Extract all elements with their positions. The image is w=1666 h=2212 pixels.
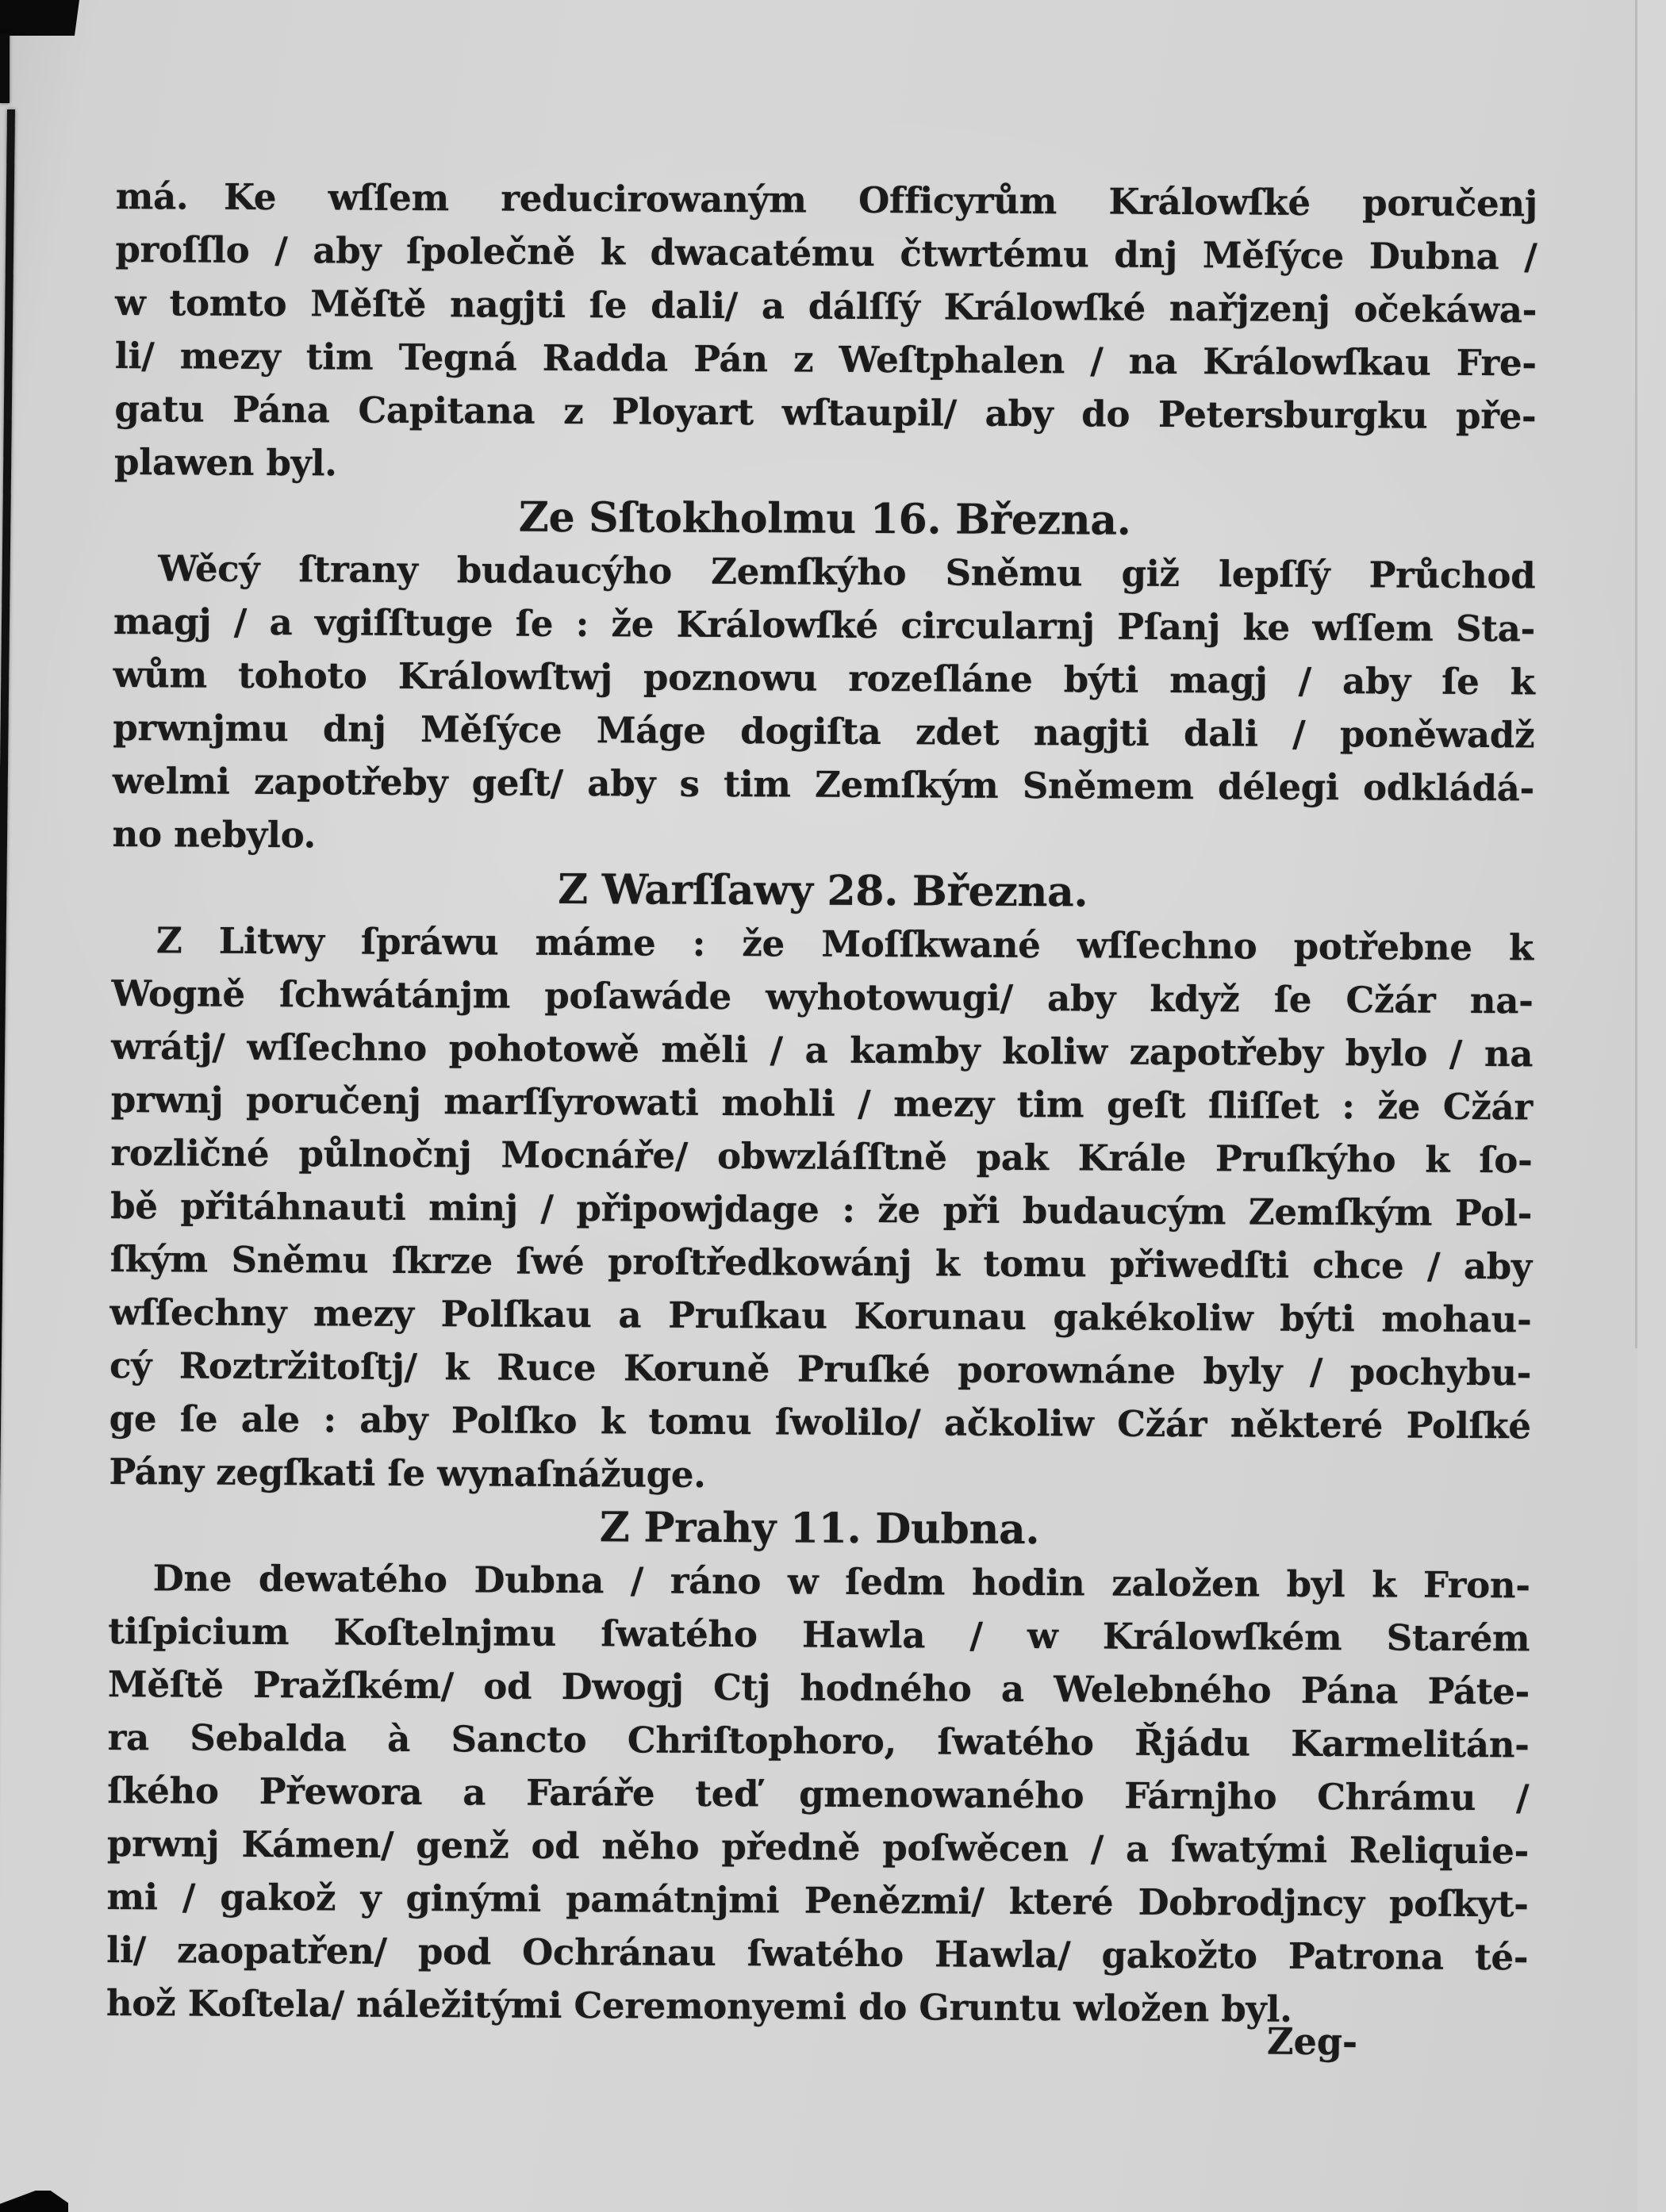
paragraph-prague [106, 1551, 1530, 2037]
text-line: magj / a vgiſſtuge ſe : že Králowſké circularnj Pſanj ke wſſem Sta- [113, 600, 1536, 650]
page-edge-strip [1637, 0, 1666, 2212]
paragraph-warsaw [109, 914, 1534, 1505]
text-line: prwnj Kámen/ genž od něho předně poſwěcen / a ſwatými Reliquie- [106, 1822, 1530, 1873]
gutter-top-mark [0, 33, 10, 103]
text-line: ſkým Sněmu ſkrze ſwé proſtředkowánj k tomu přiwedſti chce / aby [109, 1237, 1532, 1288]
text-line: wſſechny mezy Polſkau a Pruſkau Korunau gakékoliw býti mohau- [109, 1290, 1532, 1341]
text-line: proſſlo / aby ſpolečně k dwacatému čtwrtému dnj Měſýce Dubna / [115, 228, 1537, 278]
text-line: prwnjmu dnj Měſýce Máge dogiſta zdet nagjti dali / poněwadž [113, 706, 1535, 757]
page-foot-mark [0, 2191, 68, 2212]
corner-binding-mark [0, 0, 79, 36]
text-line: Z Litwy ſpráwu máme : že Moſſkwané wſſechno potřebne k [155, 919, 1534, 969]
paragraph-stockholm [112, 542, 1535, 868]
section-heading-warsaw: Z Warſſawy 28. Března. [558, 864, 1088, 917]
text-block [106, 170, 1537, 2037]
catchword: Zeg- [1266, 2019, 1358, 2064]
text-line: tiſpicium Koſtelnjmu ſwatého Hawla / w Králowſkém Starém [108, 1609, 1530, 1660]
text-line: rozličné půlnočnj Mocnáře/ obwzláſſtně pak Krále Pruſkýho k ſo- [110, 1131, 1533, 1182]
text-line: Pány zegſkati ſe wynaſnážuge. [109, 1450, 706, 1496]
text-line: má. Ke wſſem reducirowaným Officyrům Králowſké poručenj [115, 174, 1537, 225]
gutter-line [0, 109, 15, 2194]
text-line: li/ mezy tim Tegná Radda Pán z Weſtphalen / na Králowſkau Fre- [114, 334, 1537, 385]
text-line: Dne dewatého Dubna / ráno w ſedm hodin založen byl k Fron- [152, 1557, 1530, 1607]
text-line: cý Roztržitoſtj/ k Ruce Koruně Pruſké porownáne byly / pochybu- [109, 1344, 1532, 1394]
text-line: Wěcý ſtrany budaucýho Zemſkýho Sněmu giž lepſſý Průchod [158, 547, 1536, 597]
text-line: ra Sebalda à Sancto Chriſtophoro, ſwatého Řjádu Karmelitán- [107, 1716, 1530, 1766]
text-line: Wogně ſchwátánjm poſawáde wyhotowugi/ aby když ſe Cžár na- [111, 972, 1534, 1022]
text-line: hož Koſtela/ náležitými Ceremonyemi do Gruntu wložen byl. [106, 1981, 1292, 2030]
text-line: plawen byl. [113, 440, 337, 485]
text-line: welmi zapotřeby geſt/ aby s tim Zemſkým Sněmem délegi odkládá- [112, 759, 1535, 810]
text-line: prwnj poručenj marſſyrowati mohli / mezy tim geſt ſliſſet : že Cžár [110, 1078, 1533, 1129]
text-line: ge ſe ale : aby Polſko k tomu ſwolilo/ ačkoliw Cžár některé Polſké [109, 1397, 1531, 1447]
text-line: wům tohoto Králowſtwj poznowu rozeſláne býti magj / aby ſe k [113, 653, 1535, 703]
text-line: ſkého Přewora a Faráře teď gmenowaného Fárnjho Chrámu / [107, 1769, 1530, 1819]
text-line: bě přitáhnauti minj / připowjdage : že při budaucým Zemſkým Pol- [110, 1184, 1533, 1235]
paragraph-stockholm-continuation [114, 170, 1537, 496]
section-heading-prague: Z Prahy 11. Dubna. [599, 1503, 1040, 1555]
text-line: li/ zaopatřen/ pod Ochránau ſwatého Hawla/ gakožto Patrona té- [106, 1928, 1529, 1979]
text-line: mi / gakož y ginými památnjmi Penězmi/ které Dobrodjncy poſkyt- [106, 1875, 1529, 1926]
text-line: Měſtě Pražſkém/ od Dwogj Ctj hodného a Welebného Pána Páte- [107, 1662, 1530, 1713]
text-line: w tomto Měſtě nagjti ſe dali/ a dálſſý Králowſké nařjzenj očekáwa- [114, 281, 1537, 332]
section-heading-stockholm: Ze Sſtokholmu 16. Března. [518, 493, 1131, 545]
text-line: wrátj/ wſſechno pohotowě měli / a kamby koliw zapotřeby bylo / na [111, 1025, 1534, 1075]
text-line: gatu Pána Capitana z Ployart wſtaupil/ aby do Petersburgku pře- [114, 387, 1537, 438]
text-line: no nebylo. [112, 812, 317, 857]
